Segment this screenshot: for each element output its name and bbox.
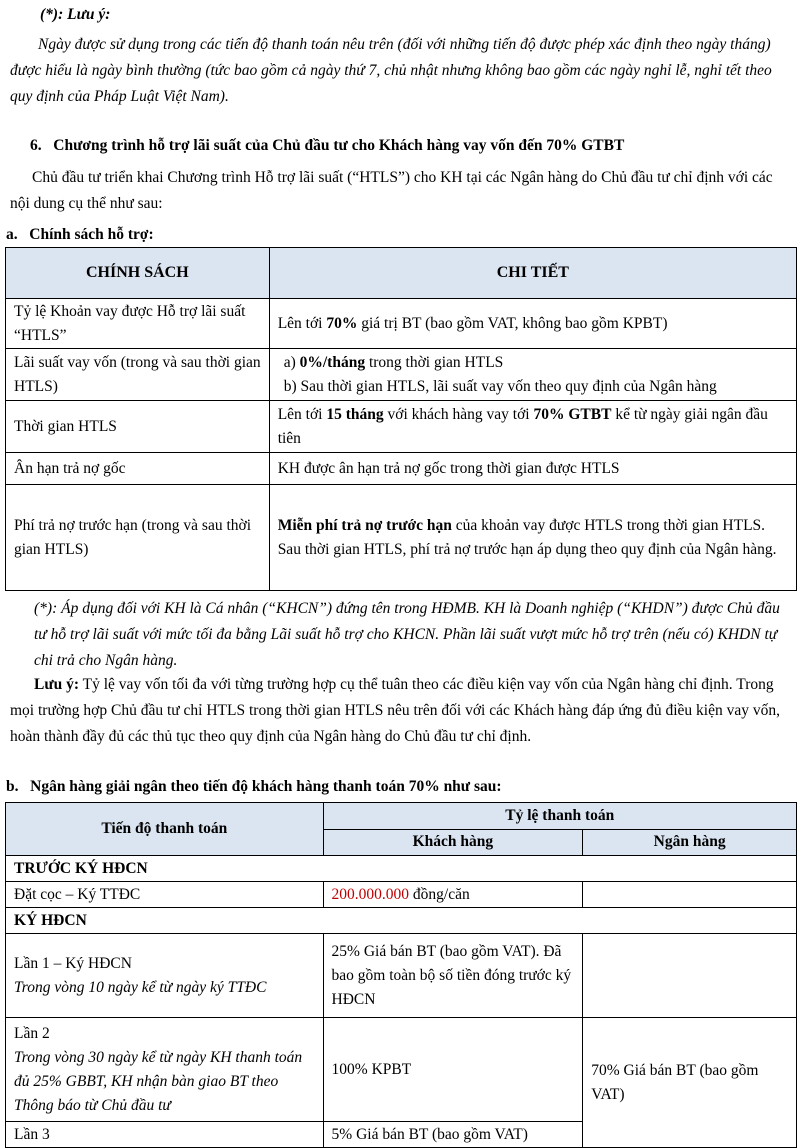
table-row	[6, 1018, 797, 1122]
customer-header: Khách hàng	[323, 829, 583, 856]
customer-cell: 5% Giá bán BT (bao gồm VAT)	[323, 1122, 583, 1148]
table-row	[6, 856, 797, 882]
table-row	[6, 485, 797, 591]
detail-cell: KH được ân hạn trả nợ gốc trong thời gian được HTLS	[269, 453, 796, 485]
detail-cell: Miễn phí trả nợ trước hạn của khoản vay được HTLS trong thời gian HTLS. Sau thời gian HTLS, phí trả nợ trước hạn áp dụng theo quy định của Ngân hàng.	[269, 485, 796, 591]
note-title: (*): Lưu ý:	[40, 6, 111, 23]
customer-cell: 100% KPBT	[323, 1018, 583, 1122]
policy-table	[5, 247, 797, 591]
progress-cell: Đặt cọc – Ký TTĐC	[6, 882, 324, 908]
detail-cell: Lên tới 15 tháng với khách hàng vay tới 70% GTBT kể từ ngày giải ngân đầu tiên	[269, 401, 796, 453]
detail-cell: Lên tới 70% giá trị BT (bao gồm VAT, không bao gồm KPBT)	[269, 299, 796, 349]
policy-cell: Tỷ lệ Khoản vay được Hỗ trợ lãi suất “HTLS”	[6, 299, 270, 349]
table-row	[6, 934, 797, 1018]
table-row	[6, 882, 797, 908]
detail-cell: a) 0%/tháng trong thời gian HTLS b) Sau thời gian HTLS, lãi suất vay vốn theo quy định của Ngân hàng	[269, 349, 796, 401]
progress-cell: Lần 2 Trong vòng 30 ngày kể từ ngày KH thanh toán đủ 25% GBBT, KH nhận bàn giao BT theo Thông báo từ Chủ đầu tư	[6, 1018, 324, 1122]
group-label: TRƯỚC KÝ HĐCN	[6, 856, 797, 882]
ratio-header: Tỷ lệ thanh toán	[323, 803, 796, 830]
table-row	[6, 299, 797, 349]
subsection-a-heading: a. Chính sách hỗ trợ:	[6, 226, 154, 243]
table-row	[6, 349, 797, 401]
detail-header: CHI TIẾT	[269, 248, 796, 299]
policy-cell: Thời gian HTLS	[6, 401, 270, 453]
table-row	[6, 453, 797, 485]
note-2: Lưu ý: Tỷ lệ vay vốn tối đa với từng trường hợp cụ thể tuân theo các điều kiện vay vốn của Ngân hàng chỉ định. Trong mọi trường hợp Chủ đầu tư chỉ HTLS trong thời gian HTLS nêu trên đối với các Khách hàng đáp ứng đủ điều kiện vay vốn, hoàn thành đầy đủ các thủ tục theo quy định của Ngân hàng do Chủ đầu tư chỉ định.	[10, 676, 780, 745]
progress-cell: Lần 1 – Ký HĐCN Trong vòng 10 ngày kể từ ngày ký TTĐC	[6, 934, 324, 1018]
table-row	[6, 401, 797, 453]
payment-table	[5, 802, 797, 1148]
bank-header: Ngân hàng	[583, 829, 797, 856]
bank-cell	[583, 882, 797, 908]
customer-cell: 200.000.000 đồng/căn	[323, 882, 583, 908]
section-6-intro: Chủ đầu tư triển khai Chương trình Hỗ trợ lãi suất (“HTLS”) cho KH tại các Ngân hàng do Chủ đầu tư chỉ định với các nội dung cụ thể như sau:	[10, 169, 773, 212]
bank-cell: 70% Giá bán BT (bao gồm VAT)	[583, 1018, 797, 1148]
bank-cell	[583, 934, 797, 1018]
group-label: KÝ HĐCN	[6, 908, 797, 934]
policy-cell: Lãi suất vay vốn (trong và sau thời gian HTLS)	[6, 349, 270, 401]
policy-cell: Phí trả nợ trước hạn (trong và sau thời gian HTLS)	[6, 485, 270, 591]
progress-cell: Lần 3	[6, 1122, 324, 1148]
progress-header: Tiến độ thanh toán	[6, 803, 324, 856]
customer-cell: 25% Giá bán BT (bao gồm VAT). Đã bao gồm toàn bộ số tiền đóng trước ký HĐCN	[323, 934, 583, 1018]
policy-header: CHÍNH SÁCH	[6, 248, 270, 299]
table-row	[6, 908, 797, 934]
footnote: (*): Áp dụng đối với KH là Cá nhân (“KHCN”) đứng tên trong HĐMB. KH là Doanh nghiệp (“KHDN”) được Chủ đầu tư hỗ trợ lãi suất với mức tối đa bằng Lãi suất hỗ trợ cho KHCN. Phần lãi suất vượt mức hỗ trợ trên (nếu có) KHDN tự chi trả cho Ngân hàng.	[34, 600, 780, 669]
subsection-b-heading: b. Ngân hàng giải ngân theo tiến độ khách hàng thanh toán 70% như sau:	[6, 778, 502, 795]
policy-cell: Ân hạn trả nợ gốc	[6, 453, 270, 485]
note-body: Ngày được sử dụng trong các tiến độ thanh toán nêu trên (đối với những tiến độ được phép xác định theo ngày tháng) được hiểu là ngày bình thường (tức bao gồm cả ngày thứ 7, chủ nhật nhưng không bao gồm các ngày nghỉ lễ, nghỉ tết theo quy định của Pháp Luật Việt Nam).	[10, 36, 772, 105]
section-6-heading: 6. Chương trình hỗ trợ lãi suất của Chủ đầu tư cho Khách hàng vay vốn đến 70% GTBT	[30, 137, 625, 154]
